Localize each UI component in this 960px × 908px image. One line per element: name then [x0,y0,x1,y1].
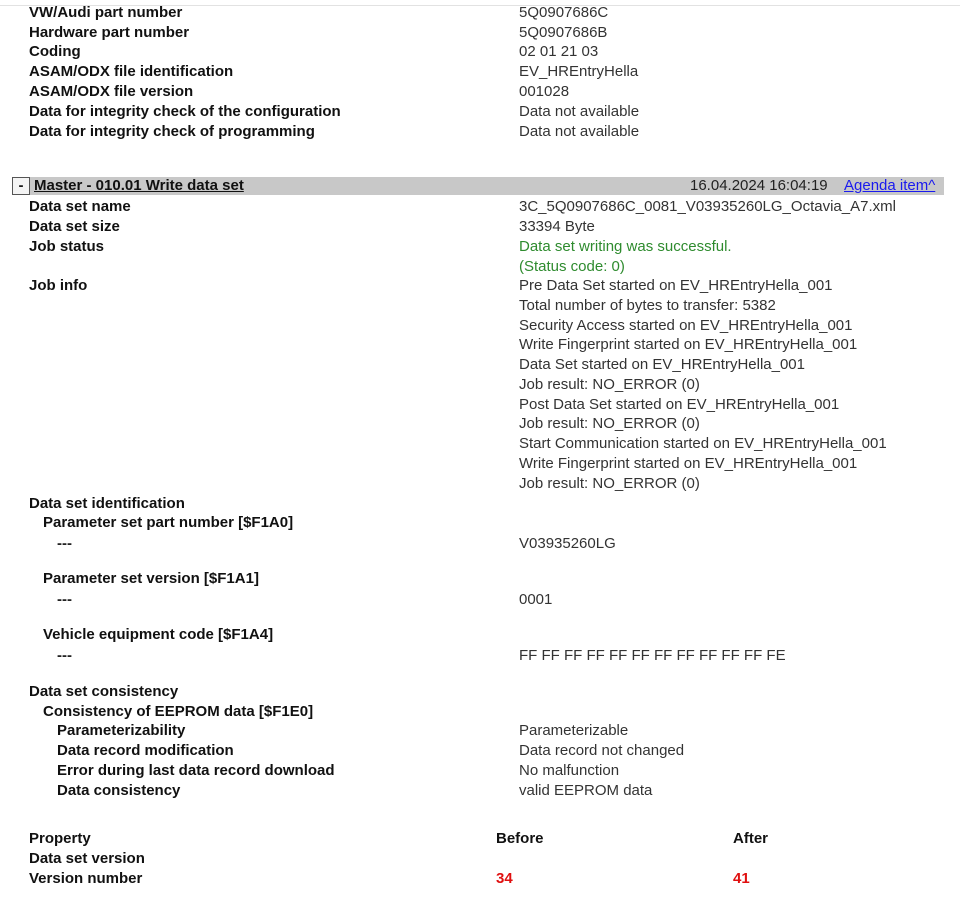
job-info-line: Write Fingerprint started on EV_HREntryHella_001 [519,455,858,472]
consistency-value: Parameterizable [519,722,629,739]
ecu-info-value: Data not available [519,123,640,140]
job-info-row [0,454,960,474]
consistency-label: Error during last data record download [57,762,335,779]
comparison-row [0,869,960,889]
job-info-line: Data Set started on EV_HREntryHella_001 [519,356,805,373]
job-info-row [0,395,960,415]
dataset-name-value: 3C_5Q0907686C_0081_V03935260LG_Octavia_A7.xml [519,198,896,215]
after-column-header: After [733,830,769,847]
job-status-code-row [0,257,960,277]
job-info-line: Job result: NO_ERROR (0) [519,475,700,492]
job-info-line: Post Data Set started on EV_HREntryHella_001 [519,396,840,413]
job-info-row [0,316,960,336]
consistency-subheading-row [0,702,960,722]
param-dash: --- [57,591,72,608]
ecu-info-label: Data for integrity check of programming [29,123,315,140]
job-info-row [0,335,960,355]
dataset-size-row [0,217,960,237]
param-label: Parameter set version [$F1A1] [43,570,259,587]
dataset-size-value: 33394 Byte [519,218,595,235]
ecu-info-label: Hardware part number [29,24,190,41]
job-info-label: Job info [29,277,88,294]
ecu-info-label: ASAM/ODX file identification [29,63,234,80]
param-dash: --- [57,535,72,552]
job-status-value: Data set writing was successful. [519,238,732,255]
consistency-row [0,781,960,801]
dataset-name-row [0,197,960,217]
param-value-row [0,534,960,554]
param-value-row [0,590,960,610]
param-label: Vehicle equipment code [$F1A4] [43,626,274,643]
consistency-label: Parameterizability [57,722,186,739]
job-status-label: Job status [29,238,105,255]
ecu-info-value: 02 01 21 03 [519,43,599,60]
param-value-row [0,646,960,666]
ecu-info-row [0,3,960,23]
param-label: Parameter set part number [$F1A0] [43,514,294,531]
consistency-value: valid EEPROM data [519,782,653,799]
property-column-header: Property [29,830,91,847]
consistency-value: No malfunction [519,762,620,779]
job-status-row [0,237,960,257]
job-info-line: Pre Data Set started on EV_HREntryHella_001 [519,277,833,294]
param-value: 0001 [519,591,553,608]
job-info-row [0,355,960,375]
ecu-info-label: Data for integrity check of the configuration [29,103,341,120]
comparison-group-row [0,849,960,869]
agenda-item-link[interactable]: Agenda item^ [844,177,936,194]
consistency-heading: Data set consistency [29,683,179,700]
ecu-info-row [0,62,960,82]
param-value: FF FF FF FF FF FF FF FF FF FF FF FE [519,647,786,664]
job-info-row [0,375,960,395]
identification-heading: Data set identification [29,495,185,512]
consistency-label: Data record modification [57,742,234,759]
ecu-info-value: Data not available [519,103,640,120]
param-dash: --- [57,647,72,664]
version-after-value: 41 [733,870,750,887]
collapse-toggle-button[interactable]: - [12,177,30,195]
param-value: V03935260LG [519,535,616,552]
ecu-info-row [0,42,960,62]
section-header-bar [12,177,944,195]
ecu-info-row [0,102,960,122]
consistency-label: Data consistency [57,782,181,799]
ecu-info-row [0,23,960,43]
param-label-row [0,513,960,533]
before-column-header: Before [496,830,544,847]
param-label-row [0,625,960,645]
ecu-info-label: Coding [29,43,81,60]
section-timestamp: 16.04.2024 16:04:19 [690,177,828,194]
job-info-line: Start Communication started on EV_HREntryHella_001 [519,435,887,452]
param-label-row [0,569,960,589]
ecu-info-label: ASAM/ODX file version [29,83,194,100]
job-info-row [0,414,960,434]
dataset-size-label: Data set size [29,218,120,235]
ecu-info-row [0,82,960,102]
consistency-subheading: Consistency of EEPROM data [$F1E0] [43,703,314,720]
job-info-row [0,434,960,454]
job-info-line: Security Access started on EV_HREntryHella_001 [519,317,853,334]
ecu-info-value: 5Q0907686B [519,24,608,41]
ecu-info-value: 5Q0907686C [519,4,609,21]
job-info-row [0,296,960,316]
consistency-row [0,761,960,781]
consistency-row [0,721,960,741]
ecu-info-row [0,122,960,142]
consistency-heading-row [0,682,960,702]
job-status-code: (Status code: 0) [519,258,625,275]
ecu-info-value: 001028 [519,83,570,100]
version-number-label: Version number [29,870,143,887]
comparison-header-row [0,829,960,849]
version-before-value: 34 [496,870,513,887]
ecu-info-value: EV_HREntryHella [519,63,639,80]
job-info-line: Write Fingerprint started on EV_HREntryHella_001 [519,336,858,353]
consistency-value: Data record not changed [519,742,685,759]
job-info-line: Job result: NO_ERROR (0) [519,376,700,393]
identification-heading-row [0,494,960,514]
consistency-row [0,741,960,761]
job-info-row [0,474,960,494]
job-info-line: Total number of bytes to transfer: 5382 [519,297,776,314]
dataset-name-label: Data set name [29,198,131,215]
section-title: Master - 010.01 Write data set [34,177,244,194]
ecu-info-label: VW/Audi part number [29,4,183,21]
job-info-row [0,276,960,296]
job-info-line: Job result: NO_ERROR (0) [519,415,700,432]
comparison-group-label: Data set version [29,850,145,867]
